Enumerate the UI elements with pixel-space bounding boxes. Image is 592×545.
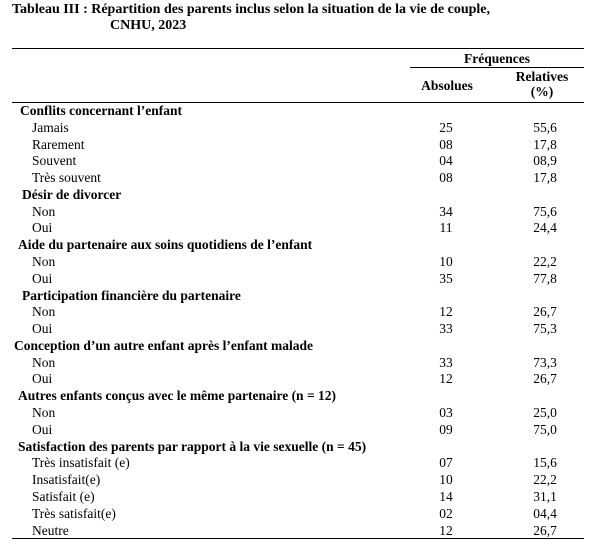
relative-frequency-cell: 75,3 (533, 321, 557, 337)
absolute-frequency-cell: 10 (439, 472, 453, 488)
absolute-frequency-cell: 07 (439, 455, 453, 471)
section-label: Désir de divorcer (22, 186, 122, 202)
row-label: Très souvent (32, 170, 101, 186)
relative-frequency-cell: 26,7 (533, 304, 557, 320)
table-row (0, 137, 592, 154)
row-label: Oui (32, 421, 53, 437)
table-row (0, 489, 592, 506)
section-row (0, 103, 592, 120)
absolute-frequency-cell: 10 (439, 254, 453, 270)
relative-frequency-cell: 24,4 (533, 220, 557, 236)
table-title-line1: Tableau III : Répartition des parents inclus selon la situation de la vie de couple, (12, 2, 491, 17)
absolute-frequency-cell: 08 (439, 170, 453, 186)
relative-frequency-cell: 04,4 (533, 505, 557, 521)
absolute-frequency-cell: 12 (439, 304, 453, 320)
table-bottom-rule (12, 538, 584, 539)
table-row (0, 523, 592, 540)
row-label: Non (32, 354, 56, 370)
relative-frequency-cell: 22,2 (533, 254, 557, 270)
header-relatives-line2: (%) (530, 84, 554, 99)
table-row (0, 254, 592, 271)
relative-frequency-cell: 17,8 (533, 170, 557, 186)
table-row (0, 220, 592, 237)
absolute-frequency-cell: 25 (439, 119, 453, 135)
table-title (12, 2, 582, 34)
section-row (0, 288, 592, 305)
relative-frequency-cell: 22,2 (533, 472, 557, 488)
header-relatives (500, 69, 584, 99)
relative-frequency-cell: 77,8 (533, 270, 557, 286)
section-label: Conception d’un autre enfant après l’enfant malade (14, 337, 314, 353)
header-frequences: Fréquences (464, 51, 530, 66)
section-label: Conflits concernant l’enfant (20, 103, 182, 118)
row-label: Oui (32, 371, 53, 387)
table-row (0, 506, 592, 523)
table-row (0, 422, 592, 439)
row-label: Oui (32, 321, 53, 337)
row-label: Non (32, 254, 56, 270)
table-row (0, 120, 592, 137)
row-label: Oui (32, 220, 53, 236)
relative-frequency-cell: 75,6 (533, 203, 557, 219)
table-row (0, 170, 592, 187)
relative-frequency-cell: 25,0 (533, 405, 557, 421)
row-label: Non (32, 203, 56, 219)
absolute-frequency-cell: 09 (439, 421, 453, 437)
row-label: Insatisfait(e) (32, 472, 101, 488)
table-row (0, 321, 592, 338)
table-row (0, 153, 592, 170)
table-row (0, 271, 592, 288)
section-label: Autres enfants conçus avec le même partenaire (n = 12) (18, 388, 337, 404)
table-row (0, 371, 592, 388)
section-row (0, 388, 592, 405)
table-row (0, 355, 592, 372)
relative-frequency-cell: 26,7 (533, 371, 557, 387)
relative-frequency-cell: 31,1 (533, 488, 557, 504)
row-label: Non (32, 304, 56, 320)
row-label: Très satisfait(e) (32, 505, 116, 521)
row-label: Neutre (32, 522, 69, 538)
table-row (0, 304, 592, 321)
absolute-frequency-cell: 33 (439, 321, 453, 337)
absolute-frequency-cell: 12 (439, 371, 453, 387)
absolute-frequency-cell: 12 (439, 522, 453, 538)
table-row (0, 455, 592, 472)
relative-frequency-cell: 08,9 (533, 153, 557, 169)
table-title-line2: CNHU, 2023 (110, 18, 187, 33)
absolute-frequency-cell: 03 (439, 405, 453, 421)
absolute-frequency-cell: 11 (439, 220, 453, 236)
section-row (0, 439, 592, 456)
row-label: Rarement (32, 136, 85, 152)
relative-frequency-cell: 55,6 (533, 119, 557, 135)
header-group-rule (410, 67, 584, 68)
section-label: Satisfaction des parents par rapport à la vie sexuelle (n = 45) (18, 438, 367, 454)
absolute-frequency-cell: 02 (439, 505, 453, 521)
section-row (0, 338, 592, 355)
row-label: Satisfait (e) (32, 488, 95, 504)
section-row (0, 237, 592, 254)
relative-frequency-cell: 75,0 (533, 421, 557, 437)
relative-frequency-cell: 26,7 (533, 522, 557, 538)
section-row (0, 187, 592, 204)
absolute-frequency-cell: 35 (439, 270, 453, 286)
row-label: Souvent (32, 153, 77, 169)
absolute-frequency-cell: 14 (439, 488, 453, 504)
row-label: Jamais (32, 119, 69, 135)
absolute-frequency-cell: 04 (439, 153, 453, 169)
table-row (0, 204, 592, 221)
relative-frequency-cell: 17,8 (533, 136, 557, 152)
absolute-frequency-cell: 08 (439, 136, 453, 152)
section-label: Participation financière du partenaire (22, 287, 241, 303)
header-absolues: Absolues (421, 78, 473, 93)
table-row (0, 405, 592, 422)
row-label: Non (32, 405, 56, 421)
row-label: Très insatisfait (e) (32, 455, 130, 471)
table-row (0, 472, 592, 489)
header-relatives-line1: Relatives (515, 69, 569, 84)
table-top-rule (12, 48, 584, 49)
section-label: Aide du partenaire aux soins quotidiens de l’enfant (18, 237, 313, 253)
absolute-frequency-cell: 33 (439, 354, 453, 370)
relative-frequency-cell: 15,6 (533, 455, 557, 471)
absolute-frequency-cell: 34 (439, 203, 453, 219)
relative-frequency-cell: 73,3 (533, 354, 557, 370)
row-label: Oui (32, 270, 53, 286)
